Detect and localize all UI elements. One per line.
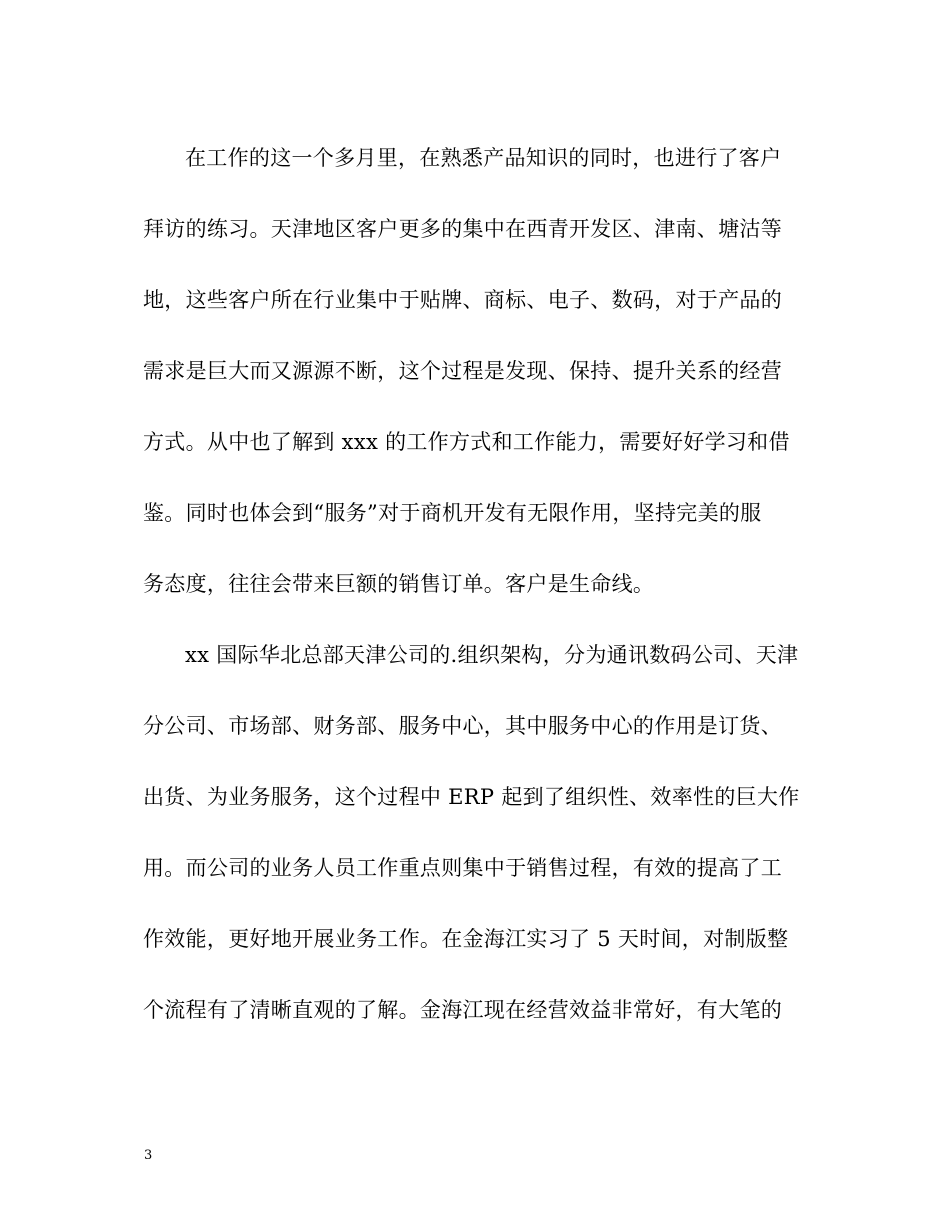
paragraph-1-line-5: 方式。从中也了解到 xxx 的工作方式和工作能力，需要好好学习和借	[143, 430, 790, 454]
paragraph-2-line-4: 用。而公司的业务人员工作重点则集中于销售过程，有效的提高了工	[143, 856, 782, 880]
paragraph-2-line-2: 分公司、市场部、财务部、服务中心，其中服务中心的作用是订货、	[143, 714, 782, 738]
paragraph-2-line-1: xx 国际华北总部天津公司的.组织架构，分为通讯数码公司、天津	[185, 643, 799, 667]
paragraph-1-line-1: 在工作的这一个多月里，在熟悉产品知识的同时，也进行了客户	[185, 146, 782, 170]
page-number: 3	[144, 1148, 153, 1163]
paragraph-2-line-3: 出货、为业务服务，这个过程中 ERP 起到了组织性、效率性的巨大作	[143, 785, 800, 809]
paragraph-1-line-7: 务态度，往往会带来巨额的销售订单。客户是生命线。	[143, 572, 655, 596]
paragraph-2-line-6: 个流程有了清晰直观的了解。金海江现在经营效益非常好，有大笔的	[143, 998, 782, 1022]
paragraph-2-line-5: 作效能，更好地开展业务工作。在金海江实习了 5 天时间，对制版整	[143, 927, 789, 951]
paragraph-1-line-3: 地，这些客户所在行业集中于贴牌、商标、电子、数码，对于产品的	[143, 288, 782, 312]
paragraph-1-line-6: 鉴。同时也体会到“服务”对于商机开发有无限作用，坚持完美的服	[143, 501, 762, 525]
paragraph-1-line-4: 需求是巨大而又源源不断，这个过程是发现、保持、提升关系的经营	[143, 359, 782, 383]
paragraph-1-line-2: 拜访的练习。天津地区客户更多的集中在西青开发区、津南、塘沽等	[143, 217, 782, 241]
